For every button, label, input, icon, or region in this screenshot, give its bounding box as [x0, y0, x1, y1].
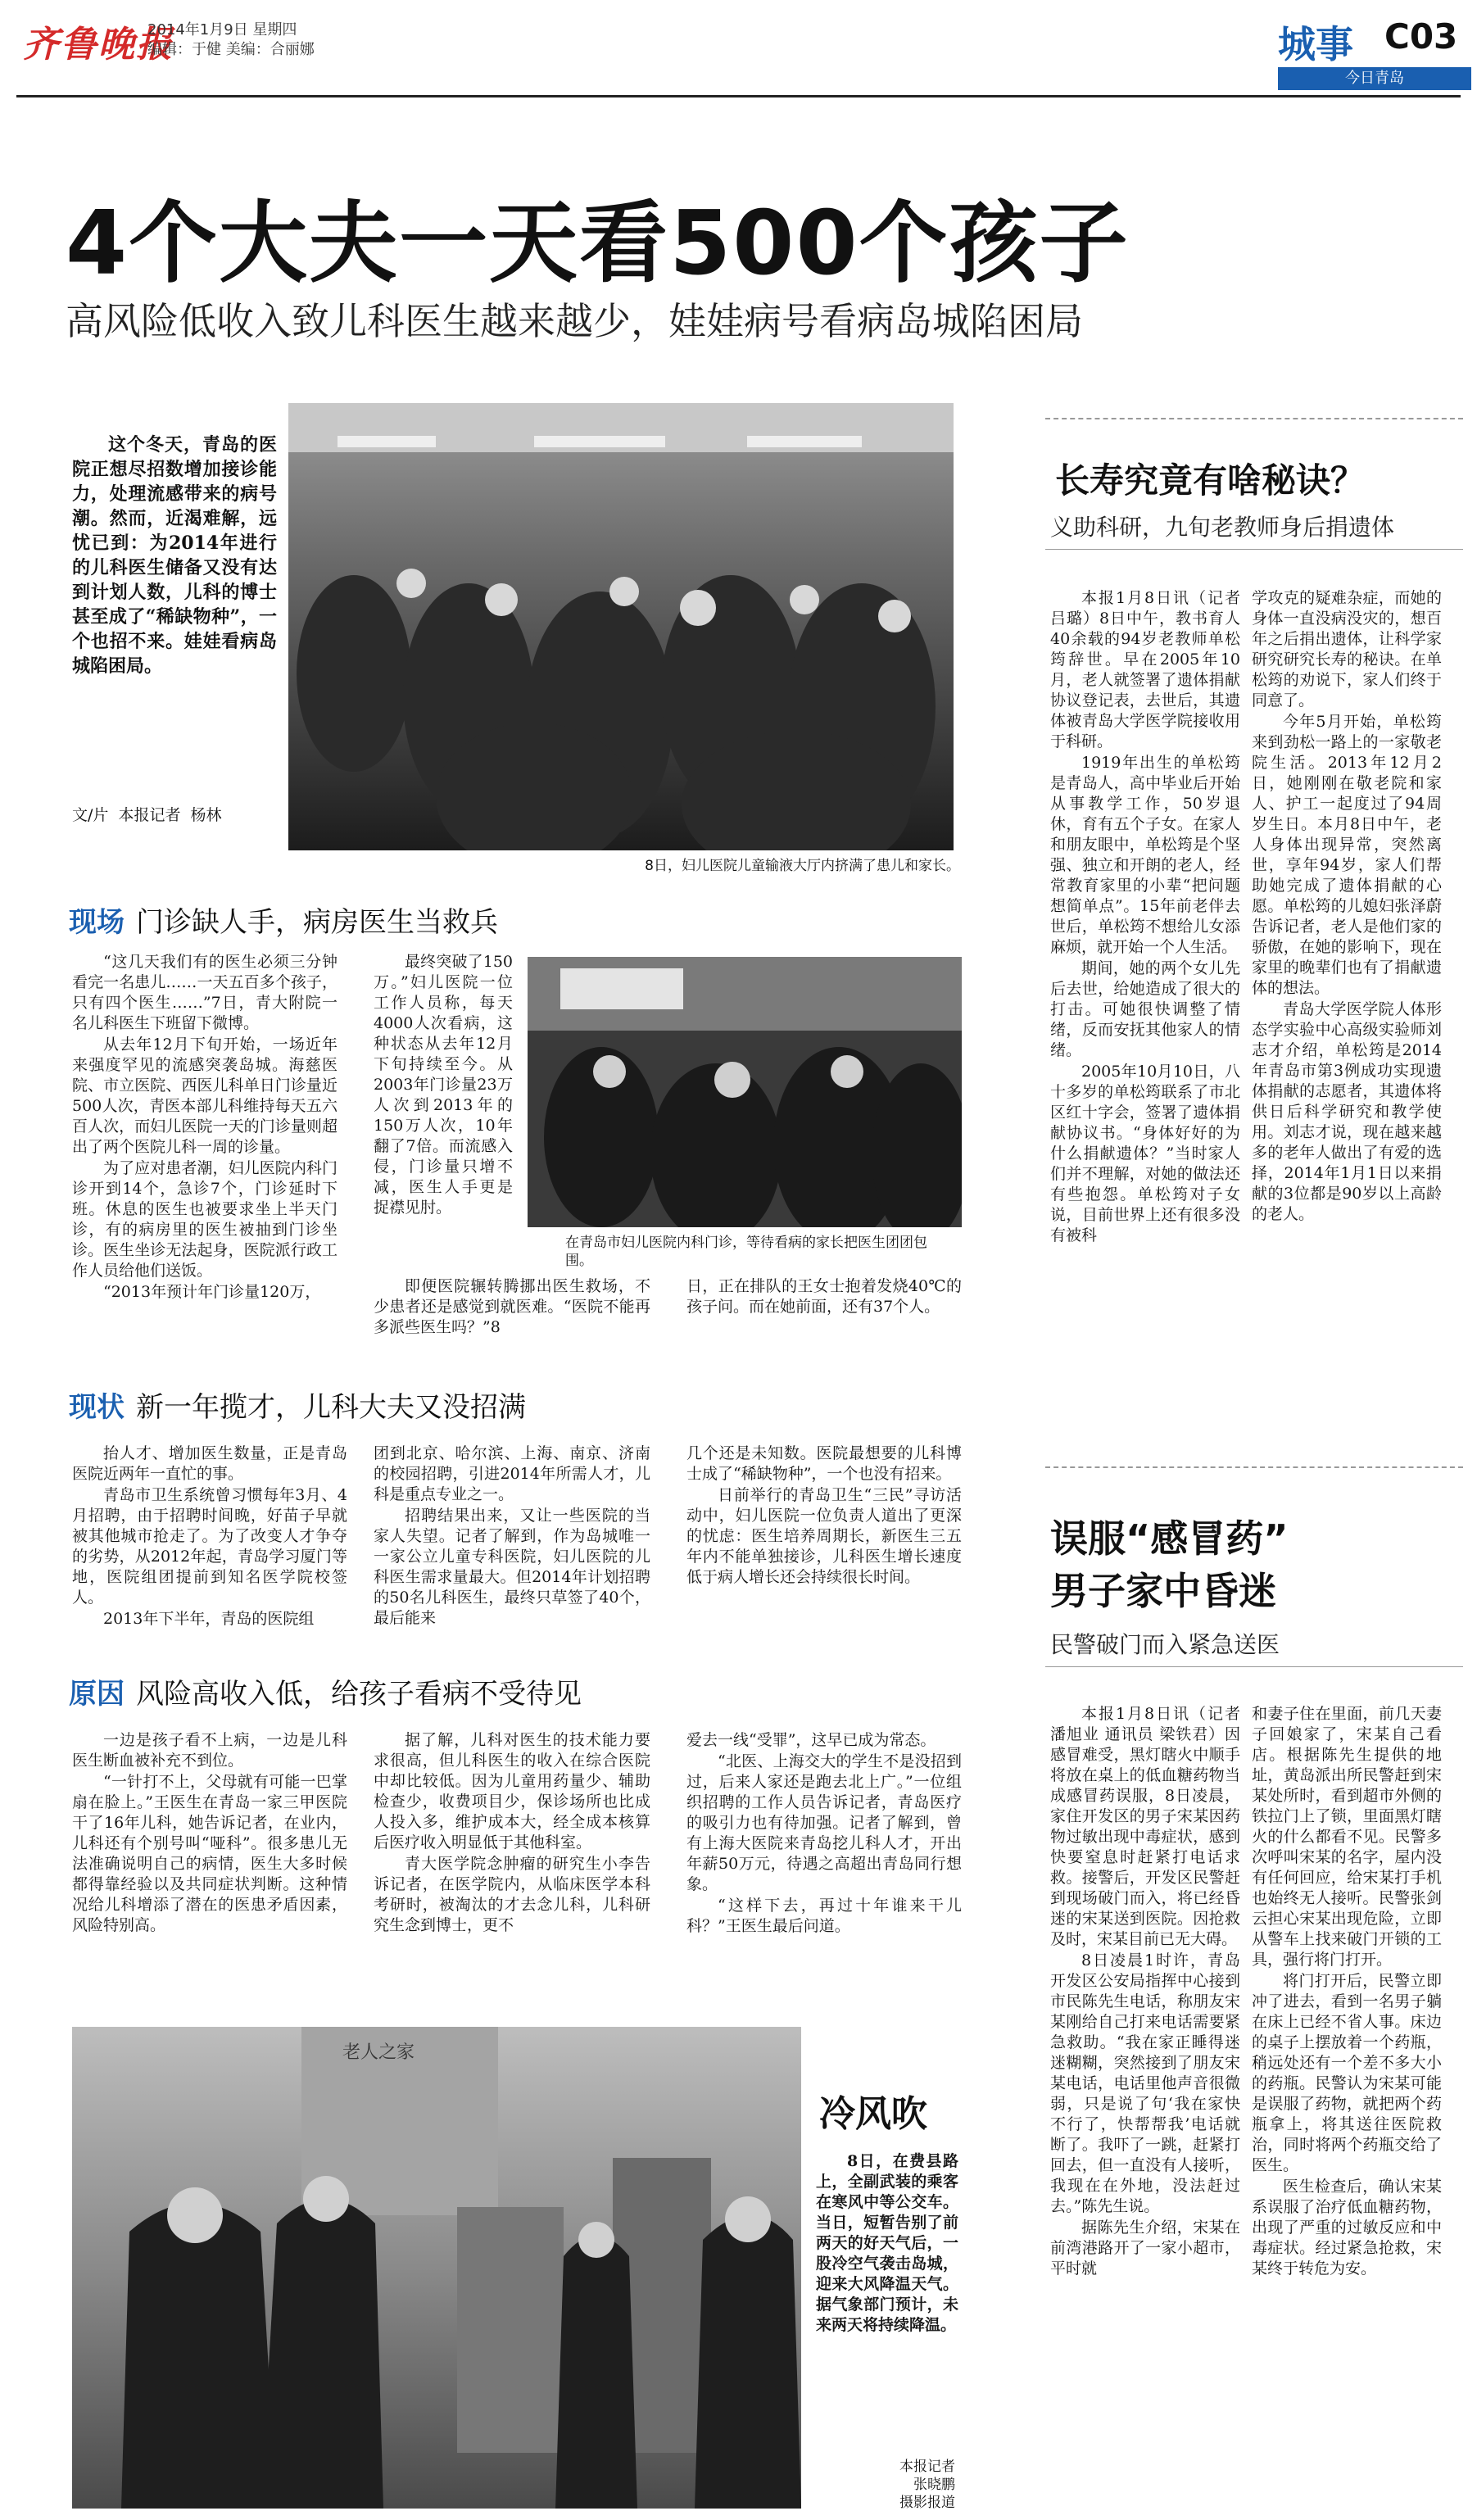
section1-col2b	[374, 1276, 650, 1339]
paragraph: “北医、上海交大的学生不是没招到过，后来人家还是跑去北上广。”一位组织招聘的工作人员告诉记者，青岛医疗的吸引力也有待加强。记者了解到，曾有上海大医院来青岛挖儿科人才，开出年薪50万元，待遇之高超出青岛同行想象。	[686, 1752, 962, 1893]
paragraph: 招聘结果出来，又让一些医院的当家人失望。记者了解到，作为岛城唯一一家公立儿童专科医院，妇儿医院的儿科医生需求量最大。但2014年计划招聘的50名儿科医生，最终只草签了40个，最后能来	[374, 1507, 650, 1627]
paragraph: 本报1月8日讯（记者 吕璐）8日中午，教书育人40余载的94岁老教师单松筠辞世。早在2005年10月，老人就签署了遗体捐献协议登记表，去世后，其遗体被青岛大学医学院接收用于科研。	[1050, 589, 1240, 750]
section-name: 城事	[1278, 22, 1353, 66]
lead-byline: 文/片 本报记者 杨林	[72, 806, 222, 824]
side1-sub-rule	[1045, 549, 1463, 550]
paragraph: 团到北京、哈尔滨、上海、南京、济南的校园招聘，引进2014年所需人才，儿科是重点专业之一。	[374, 1444, 650, 1503]
newspaper-logo: 齐鲁晚报	[23, 24, 174, 66]
side2-subtitle: 民警破门而入紧急送医	[1050, 1631, 1280, 1658]
section3-header	[69, 1671, 582, 1711]
editors-credit: 编辑：于健 美编：合丽娜	[147, 41, 315, 58]
side2-col2	[1252, 1704, 1442, 2280]
paragraph: 青岛大学医学院人体形态学实验中心高级实验师刘志才介绍，单松筠是2014年青岛市第3例成功实现遗体捐献的志愿者，其遗体将供日后科学研究和教学使用。刘志才说，现在越来越多的老年人做出了有爱的选择，2014年1月1日以来捐献的3位都是90岁以上高龄的老人。	[1252, 1000, 1442, 1223]
side2-title-line2: 男子家中昏迷	[1050, 1569, 1276, 1613]
section-banner	[1278, 15, 1471, 90]
paragraph: “这样下去，再过十年谁来干儿科？”王医生最后问道。	[686, 1897, 962, 1935]
lead-text: 这个冬天，青岛的医院正想尽招数增加接诊能力，处理流感带来的病号潮。然而，近渴难解，远忧已到：为2014年进行的儿科医生储备又没有达到计划人数，儿科的博士甚至成了“稀缺物种”，一个也招不来。娃娃看病岛城陷困局。	[72, 434, 277, 677]
issue-date: 2014年1月9日 星期四	[147, 21, 297, 39]
main-headline: 4个大夫一天看500个孩子	[66, 193, 1130, 295]
paragraph: 本报1月8日讯（记者 潘旭业 通讯员 梁铁君）因感冒难受，黑灯瞎火中顺手将放在桌上的低血糖药物当成感冒药误服，8日凌晨，家住开发区的男子宋某因药物过敏出现中毒症状，感到快要窒息时赶紧打电话求救。接警后，开发区民警赶到现场破门而入，将已经昏迷的宋某送到医院。因抢救及时，宋某目前已无大碍。	[1050, 1705, 1240, 1948]
side1-title: 长寿究竟有啥秘诀？	[1055, 460, 1366, 501]
side2-sub-rule	[1045, 1666, 1463, 1667]
paragraph: 几个还是未知数。医院最想要的儿科博士成了“稀缺物种”，一个也没有招来。	[686, 1444, 962, 1483]
page-number: C03	[1384, 16, 1458, 57]
side1-subtitle: 义助科研，九旬老教师身后捐遗体	[1050, 514, 1395, 541]
section2-tag: 现状	[69, 1391, 125, 1424]
paragraph: 青岛市卫生系统曾习惯每年3月、4月招聘，由于招聘时间晚，好苗子早就被其他城市抢走了。为了改变人才争夺的劣势，从2012年起，青岛学习厦门等地，医院组团提前到知名医学院校签人。	[72, 1486, 347, 1607]
side1-top-rule	[1045, 418, 1463, 419]
paragraph: 今年5月开始，单松筠来到劲松一路上的一家敬老院生活。2013年12月2日，她刚刚在敬老院和家人、护工一起度过了94周岁生日。本月8日中午，老人身体出现异常，突然离世，享年94岁，家人们帮助她完成了遗体捐献的心愿。单松筠的儿媳妇张泽蔚告诉记者，老人是他们家的骄傲，在她的影响下，现在家里的晚辈们也有了捐献遗体的想法。	[1252, 713, 1442, 997]
paragraph: 为了应对患者潮，妇儿医院内科门诊开到14个，急诊7个，门诊延时下班。休息的医生也被要求坐上半天门诊，有的病房里的医生被抽到门诊坐诊。医生坐诊无法起身，医院派行政工作人员给他们送饭。	[72, 1159, 338, 1280]
section1-col2	[374, 952, 513, 1219]
masthead-rule	[16, 95, 1461, 97]
paragraph: 据了解，儿科对医生的技术能力要求很高，但儿科医生的收入在综合医院中却比较低。因为儿童用药量少、辅助检查少，收费项目少，保诊场所也比成人投入多，维护成本大，经全成本核算后医疗收入明显低于其他科室。	[374, 1731, 650, 1851]
paragraph: 爱去一线“受罪”，这早已成为常态。	[686, 1731, 936, 1749]
paragraph: 将门打开后，民警立即冲了进去，看到一名男子躺在床上已经不省人事。床边的桌子上摆放着一个药瓶，稍远处还有一个差不多大小的药瓶。民警认为宋某可能是误服了药物，就把两个药瓶拿上，将其送往医院救治，同时将两个药瓶交给了医生。	[1252, 1972, 1442, 2174]
paragraph: 日，正在排队的王女士抱着发烧40℃的孩子问。而在她前面，还有37个人。	[686, 1277, 962, 1316]
side2-title-line1: 误服“感冒药”	[1050, 1516, 1289, 1561]
photo3-title: 冷风吹	[819, 2093, 927, 2135]
side2-col1	[1050, 1704, 1240, 2280]
paragraph: “一针打不上，父母就有可能一巴掌扇在脸上。”王医生在青岛一家三甲医院干了16年儿科，她告诉记者，在业内，儿科还有个别号叫“哑科”。很多患儿无法准确说明自己的病情，医生大多时候都得靠经验以及共同症状判断。这种情况给儿科增添了潜在的医患矛盾因素，风险特别高。	[72, 1773, 347, 1934]
photo-infusion-hall	[288, 403, 954, 850]
side1-col2	[1252, 588, 1442, 1226]
section2-col3	[686, 1444, 962, 1589]
photo3-credit-2: 张晓鹏	[913, 2477, 955, 2493]
section1-header	[69, 900, 498, 940]
photo3-credit-1: 本报记者	[899, 2459, 955, 2475]
photo1-caption: 8日，妇儿医院儿童输液大厅内挤满了患儿和家长。	[645, 858, 960, 874]
paragraph: 期间，她的两个女儿先后去世，给她造成了很大的打击。可她很快调整了情绪，反而安抚其他家人的情绪。	[1050, 959, 1240, 1059]
photo3-text-panel	[811, 2027, 963, 2509]
subsection-label: 今日青岛	[1278, 67, 1471, 90]
section3-title: 风险高收入低，给孩子看病不受待见	[136, 1678, 582, 1711]
side1-col1	[1050, 588, 1240, 1247]
paragraph: 即便医院辗转腾挪出医生救场，不少患者还是感觉到就医难。“医院不能再多派些医生吗？”8	[374, 1277, 650, 1336]
paragraph: 最终突破了150万。”妇儿医院一位工作人员称，每天4000人次看病，这种状态从去年12月下旬持续至今。从2003年门诊量23万人次到2013年的150万人次，10年翻了7倍。而流感入侵，门诊量只增不减，医生人手更是捉襟见肘。	[374, 953, 513, 1217]
photo-outpatient	[528, 957, 962, 1227]
paragraph: 从去年12月下旬开始，一场近年来强度罕见的流感突袭岛城。海慈医院、市立医院、西医儿科单日门诊量近500人次，青医本部儿科维持每天五六百人次，而妇儿医院一天的门诊量则超出了两个医院儿科一周的诊量。	[72, 1036, 338, 1156]
paragraph: 8日凌晨1时许，青岛开发区公安局指挥中心接到市民陈先生电话，称朋友宋某刚给自己打来电话需要紧急救助。“我在家正睡得迷迷糊糊，突然接到了朋友宋某电话，电话里他声音很微弱，只是说了句‘我在家快不行了，快帮帮我’电话就断了。我吓了一跳，赶紧打回去，但一直没有人接听，我现在在外地，没法赶过去。”陈先生说。	[1050, 1951, 1240, 2215]
paragraph: “2013年预计年门诊量120万，	[103, 1283, 321, 1301]
paragraph: 和妻子住在里面，前几天妻子回娘家了，宋某自己看店。根据陈先生提供的地址，黄岛派出所民警赶到宋某处所时，看到超市外侧的铁拉门上了锁，里面黑灯瞎火的什么都看不见。民警多次呼叫宋某的名字，屋内没有任何回应，给宋某打手机也始终无人接听。民警张剑云担心宋某出现危险，立即从警车上找来破门开锁的工具，强行将门打开。	[1252, 1705, 1442, 1969]
section2-header	[69, 1385, 526, 1425]
paragraph: “这几天我们有的医生必须三分钟看完一名患儿……一天五百多个孩子，只有四个医生……”7日，青大附院一名儿科医生下班留下微博。	[72, 953, 338, 1032]
paragraph: 2013年下半年，青岛的医院组	[103, 1610, 315, 1628]
paragraph: 2005年10月10日，八十多岁的单松筠联系了市北区红十字会，签署了遗体捐献协议书。“身体好好的为什么捐献遗体？”当时家人们并不理解，对她的做法还有些抱怨。单松筠对子女说，目前世界上还有很多没有被科	[1050, 1063, 1240, 1244]
photo3-credit-3: 摄影报道	[899, 2495, 955, 2511]
lead-paragraph	[72, 433, 277, 678]
side2-top-rule	[1045, 1466, 1463, 1468]
section3-col1	[72, 1730, 347, 1937]
paragraph: 1919年出生的单松筠是青岛人，高中毕业后开始从事教学工作，50岁退休，育有五个子女。在家人和朋友眼中，单松筠是个坚强、独立和开朗的老人，经常教育家里的小辈“把问题想简单点”。15年前老伴去世后，单松筠不想给儿女添麻烦，就开始一个人生活。	[1050, 754, 1240, 956]
photo3-sign-text: 老人之家	[342, 2042, 415, 2063]
masthead	[0, 0, 1477, 98]
section3-col2	[374, 1730, 650, 1937]
paragraph: 日前举行的青岛卫生“三民”寻访活动中，妇儿医院一位负责人道出了更深的忧虑：医生培养周期长，新医生三五年内不能单独接诊，儿科医生增长速度低于病人增长还会持续很长时间。	[686, 1486, 962, 1586]
section3-col3	[686, 1730, 962, 1938]
paragraph: 据陈先生介绍，宋某在前湾港路开了一家小超市，平时就	[1050, 2219, 1240, 2278]
photo3-text: 8日，在费县路上，全副武装的乘客在寒风中等公交车。当日，短暂告别了前两天的好天气后，一股冷空气袭击岛城，迎来大风降温天气。据气象部门预计，未来两天将持续降温。	[816, 2152, 958, 2334]
paragraph: 学攻克的疑难杂症，而她的身体一直没病没灾的，想百年之后捐出遗体，让科学家研究研究长寿的秘诀。在单松筠的劝说下，家人们终于同意了。	[1252, 589, 1442, 709]
section1-col3b	[686, 1276, 962, 1318]
paragraph: 抬人才、增加医生数量，正是青岛医院近两年一直忙的事。	[72, 1444, 347, 1483]
photo2-caption: 在青岛市妇儿医院内科门诊，等待看病的家长把医生团团包围。	[565, 1235, 927, 1269]
section2-col2	[374, 1444, 650, 1629]
paragraph: 一边是孩子看不上病，一边是儿科医生断血被补充不到位。	[72, 1731, 347, 1770]
paragraph: 青大医学院念肿瘤的研究生小李告诉记者，在医学院内，从临床医学本科考研时，被淘汰的才去念儿科，儿科研究生念到博士，更不	[374, 1855, 650, 1934]
main-subheadline: 高风险低收入致儿科医生越来越少，娃娃病号看病岛城陷困局	[66, 299, 1083, 343]
section3-tag: 原因	[69, 1678, 125, 1711]
section1-tag: 现场	[69, 906, 125, 939]
section1-title: 门诊缺人手，病房医生当救兵	[136, 906, 498, 939]
section2-title: 新一年揽才，儿科大夫又没招满	[136, 1391, 526, 1424]
photo-bus-stop	[72, 2027, 801, 2509]
paragraph: 医生检查后，确认宋某系误服了治疗低血糖药物，出现了严重的过敏反应和中毒症状。经过紧急抢救，宋某终于转危为安。	[1252, 2178, 1442, 2278]
section2-col1	[72, 1444, 347, 1630]
section1-col1	[72, 952, 338, 1303]
